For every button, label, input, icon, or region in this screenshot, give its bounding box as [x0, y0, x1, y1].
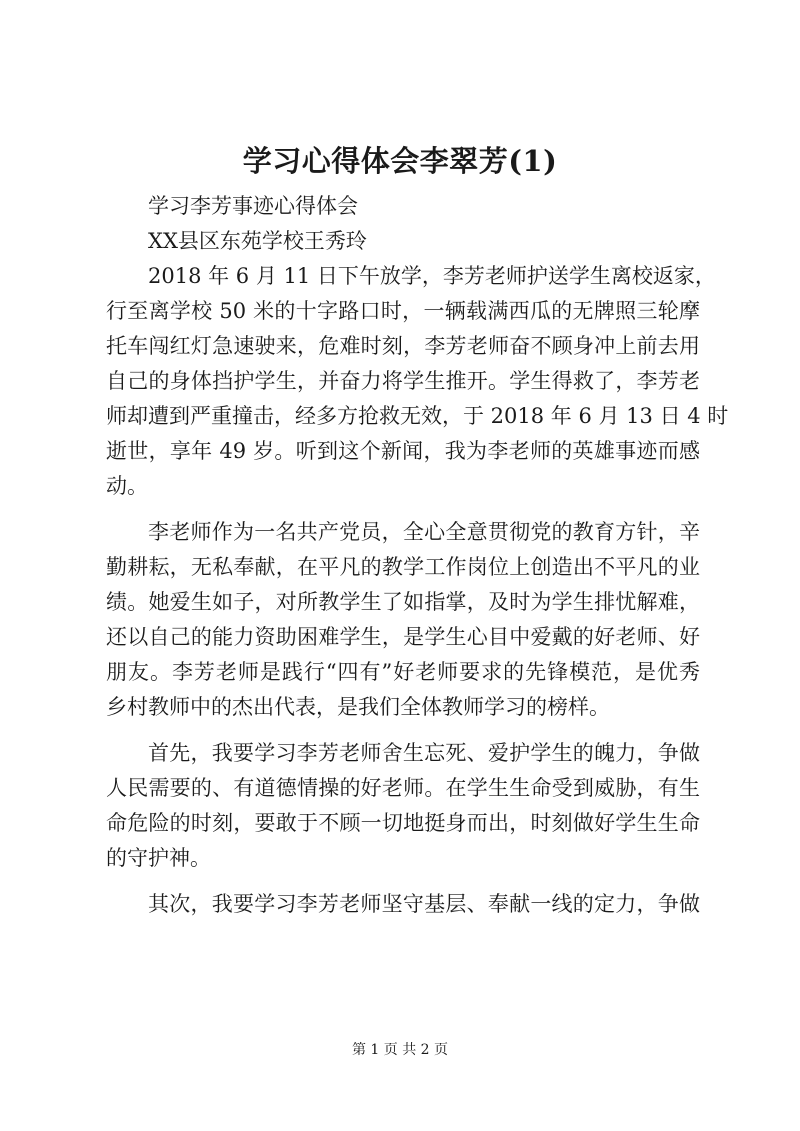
paragraph-line: 托车闯红灯急速驶来，危难时刻，李芳老师奋不顾身冲上前去用 — [106, 334, 700, 358]
paragraph-line: 其次，我要学习李芳老师坚守基层、奉献一线的定力，争做 — [148, 892, 700, 916]
paragraph-line: 勤耕耘，无私奉献，在平凡的教学工作岗位上创造出不平凡的业 — [106, 555, 700, 579]
paragraph-line: 朋友。李芳老师是践行“四有”好老师要求的先锋模范，是优秀 — [106, 660, 700, 684]
paragraph-line: 自己的身体挡护学生，并奋力将学生推开。学生得救了，李芳老 — [106, 369, 700, 393]
paragraph-line: 人民需要的、有道德情操的好老师。在学生生命受到威胁，有生 — [106, 776, 700, 800]
document-body — [106, 189, 729, 922]
paragraph-2 — [106, 515, 700, 725]
paragraph-line: 逝世，享年 49 岁。听到这个新闻，我为李老师的英雄事迹而感 — [106, 439, 700, 463]
paragraph-line: 2018 年 6 月 11 日下午放学，李芳老师护送学生离校返家， — [148, 264, 716, 288]
paragraph-line: 还以自己的能力资助困难学生，是学生心目中爱戴的好老师、好 — [106, 625, 700, 649]
paragraph-line: 动。 — [106, 474, 148, 498]
paragraph-line: 的守护神。 — [106, 846, 211, 870]
paragraph-4 — [106, 887, 700, 922]
paragraph-line: 首先，我要学习李芳老师舍生忘死、爱护学生的魄力，争做 — [148, 741, 700, 765]
paragraph-line: 行至离学校 50 米的十字路口时，一辆载满西瓜的无牌照三轮摩 — [106, 299, 700, 323]
paragraph-line: 师却遭到严重撞击，经多方抢救无效，于 2018 年 6 月 13 日 4 时 — [106, 404, 729, 428]
document-title: 学习心得体会李翠芳(1) — [242, 144, 558, 178]
paragraph-line: 命危险的时刻，要敢于不顾一切地挺身而出，时刻做好学生生命 — [106, 811, 700, 835]
paragraph-3 — [106, 736, 700, 876]
paragraph-1 — [106, 259, 729, 504]
page-footer: 第 1 页 共 2 页 — [351, 1042, 449, 1058]
author-line: XX县区东苑学校王秀玲 — [148, 229, 367, 253]
paragraph-line: 李老师作为一名共产党员，全心全意贯彻党的教育方针，辛 — [148, 520, 700, 544]
paragraph-line: 乡村教师中的杰出代表，是我们全体教师学习的榜样。 — [106, 695, 610, 719]
subtitle: 学习李芳事迹心得体会 — [148, 194, 358, 218]
paragraph-line: 绩。她爱生如子，对所教学生了如指掌，及时为学生排忧解难， — [106, 590, 700, 614]
